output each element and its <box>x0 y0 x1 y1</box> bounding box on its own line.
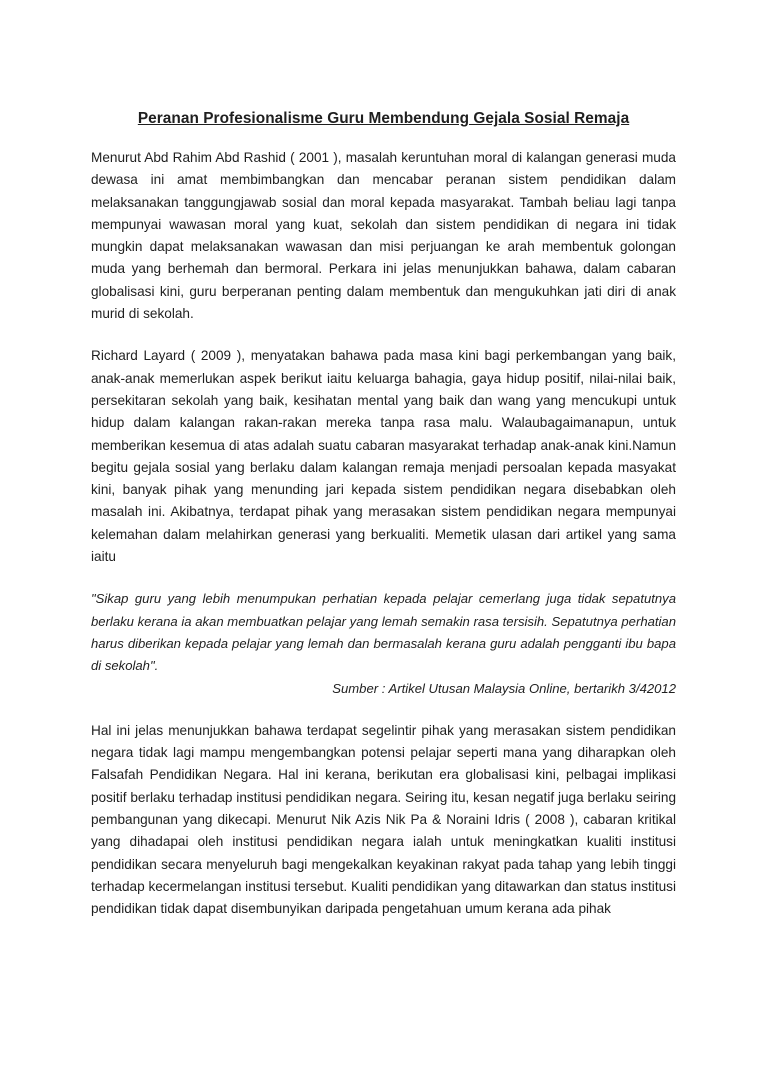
paragraph-gap <box>91 700 676 720</box>
document-page <box>91 108 676 921</box>
paragraph-gap <box>91 325 676 345</box>
paragraph-gap <box>91 568 676 588</box>
paragraph-2: Richard Layard ( 2009 ), menyatakan bahawa pada masa kini bagi perkembangan yang baik, anak-anak memerlukan aspek berikut iaitu keluarga bahagia, gaya hidup positif, nilai-nilai baik, persekitaran sekolah yang baik, kesihatan mental yang baik dan wang yang mencukupi untuk hidup dalam kalangan rakan-rakan mereka tanpa rasa malu. Walaubagaimanapun, untuk memberikan kesemua di atas adalah suatu cabaran masyarakat terhadap anak-anak kini.Namun begitu gejala sosial yang berlaku dalam kalangan remaja menjadi persoalan kepada masyakat kini, banyak pihak yang menunding jari kepada sistem pendidikan negara disebabkan oleh masalah ini. Akibatnya, terdapat pihak yang merasakan sistem pendidikan negara mempunyai kelemahan dalam melahirkan generasi yang berkualiti. Memetik ulasan dari artikel yang sama iaitu <box>91 348 676 565</box>
paragraph-1: Menurut Abd Rahim Abd Rashid ( 2001 ), masalah keruntuhan moral di kalangan generasi muda dewasa ini amat membimbangkan dan mencabar peranan sistem pendidikan dalam melaksanakan tanggungjawab sosial dan moral kepada masyarakat. Tambah beliau lagi tanpa mempunyai wawasan moral yang kuat, sekolah dan sistem pendidikan di negara ini tidak mungkin dapat melaksanakan wawasan dan misi perjuangan ke arah membentuk golongan muda yang berhemah dan bermoral. Perkara ini jelas menunjukkan bahawa, dalam cabaran globalisasi kini, guru berperanan penting dalam membentuk dan mengukuhkan jati diri di anak murid di sekolah. <box>91 150 676 322</box>
paragraph-3: Hal ini jelas menunjukkan bahawa terdapat segelintir pihak yang merasakan sistem pendidikan negara tidak lagi mampu mengembangkan potensi pelajar seperti mana yang diharapkan oleh Falsafah Pendidikan Negara. Hal ini kerana, berikutan era globalisasi kini, pelbagai implikasi positif berlaku terhadap institusi pendidikan negara. Seiring itu, kesan negatif juga berlaku seiring pembangunan yang dikecapi. Menurut Nik Azis Nik Pa & Noraini Idris ( 2008 ), cabaran kritikal yang dihadapai oleh institusi pendidikan negara ialah untuk meningkatkan kualiti institusi pendidikan secara menyeluruh bagi mengekalkan keyakinan rakyat pada tahap yang lebih tinggi terhadap kecermelangan institusi tersebut. Kualiti pendidikan yang ditawarkan dan status institusi pendidikan tidak dapat disembunyikan daripada pengetahuan umum kerana ada pihak <box>91 722 676 917</box>
quote-source: Sumber : Artikel Utusan Malaysia Online, bertarikh 3/42012 <box>332 680 676 696</box>
block-quote: "Sikap guru yang lebih menumpukan perhatian kepada pelajar cemerlang juga tidak sepatutnya berlaku kerana ia akan membuatkan pelajar yang lemah semakin rasa tersisih. Sepatutnya perhatian harus diberikan kepada pelajar yang lemah dan bermasalah kerana guru adalah pengganti ibu bapa di sekolah". <box>91 591 676 674</box>
document-title: Peranan Profesionalisme Guru Membendung Gejala Sosial Remaja <box>137 110 630 127</box>
